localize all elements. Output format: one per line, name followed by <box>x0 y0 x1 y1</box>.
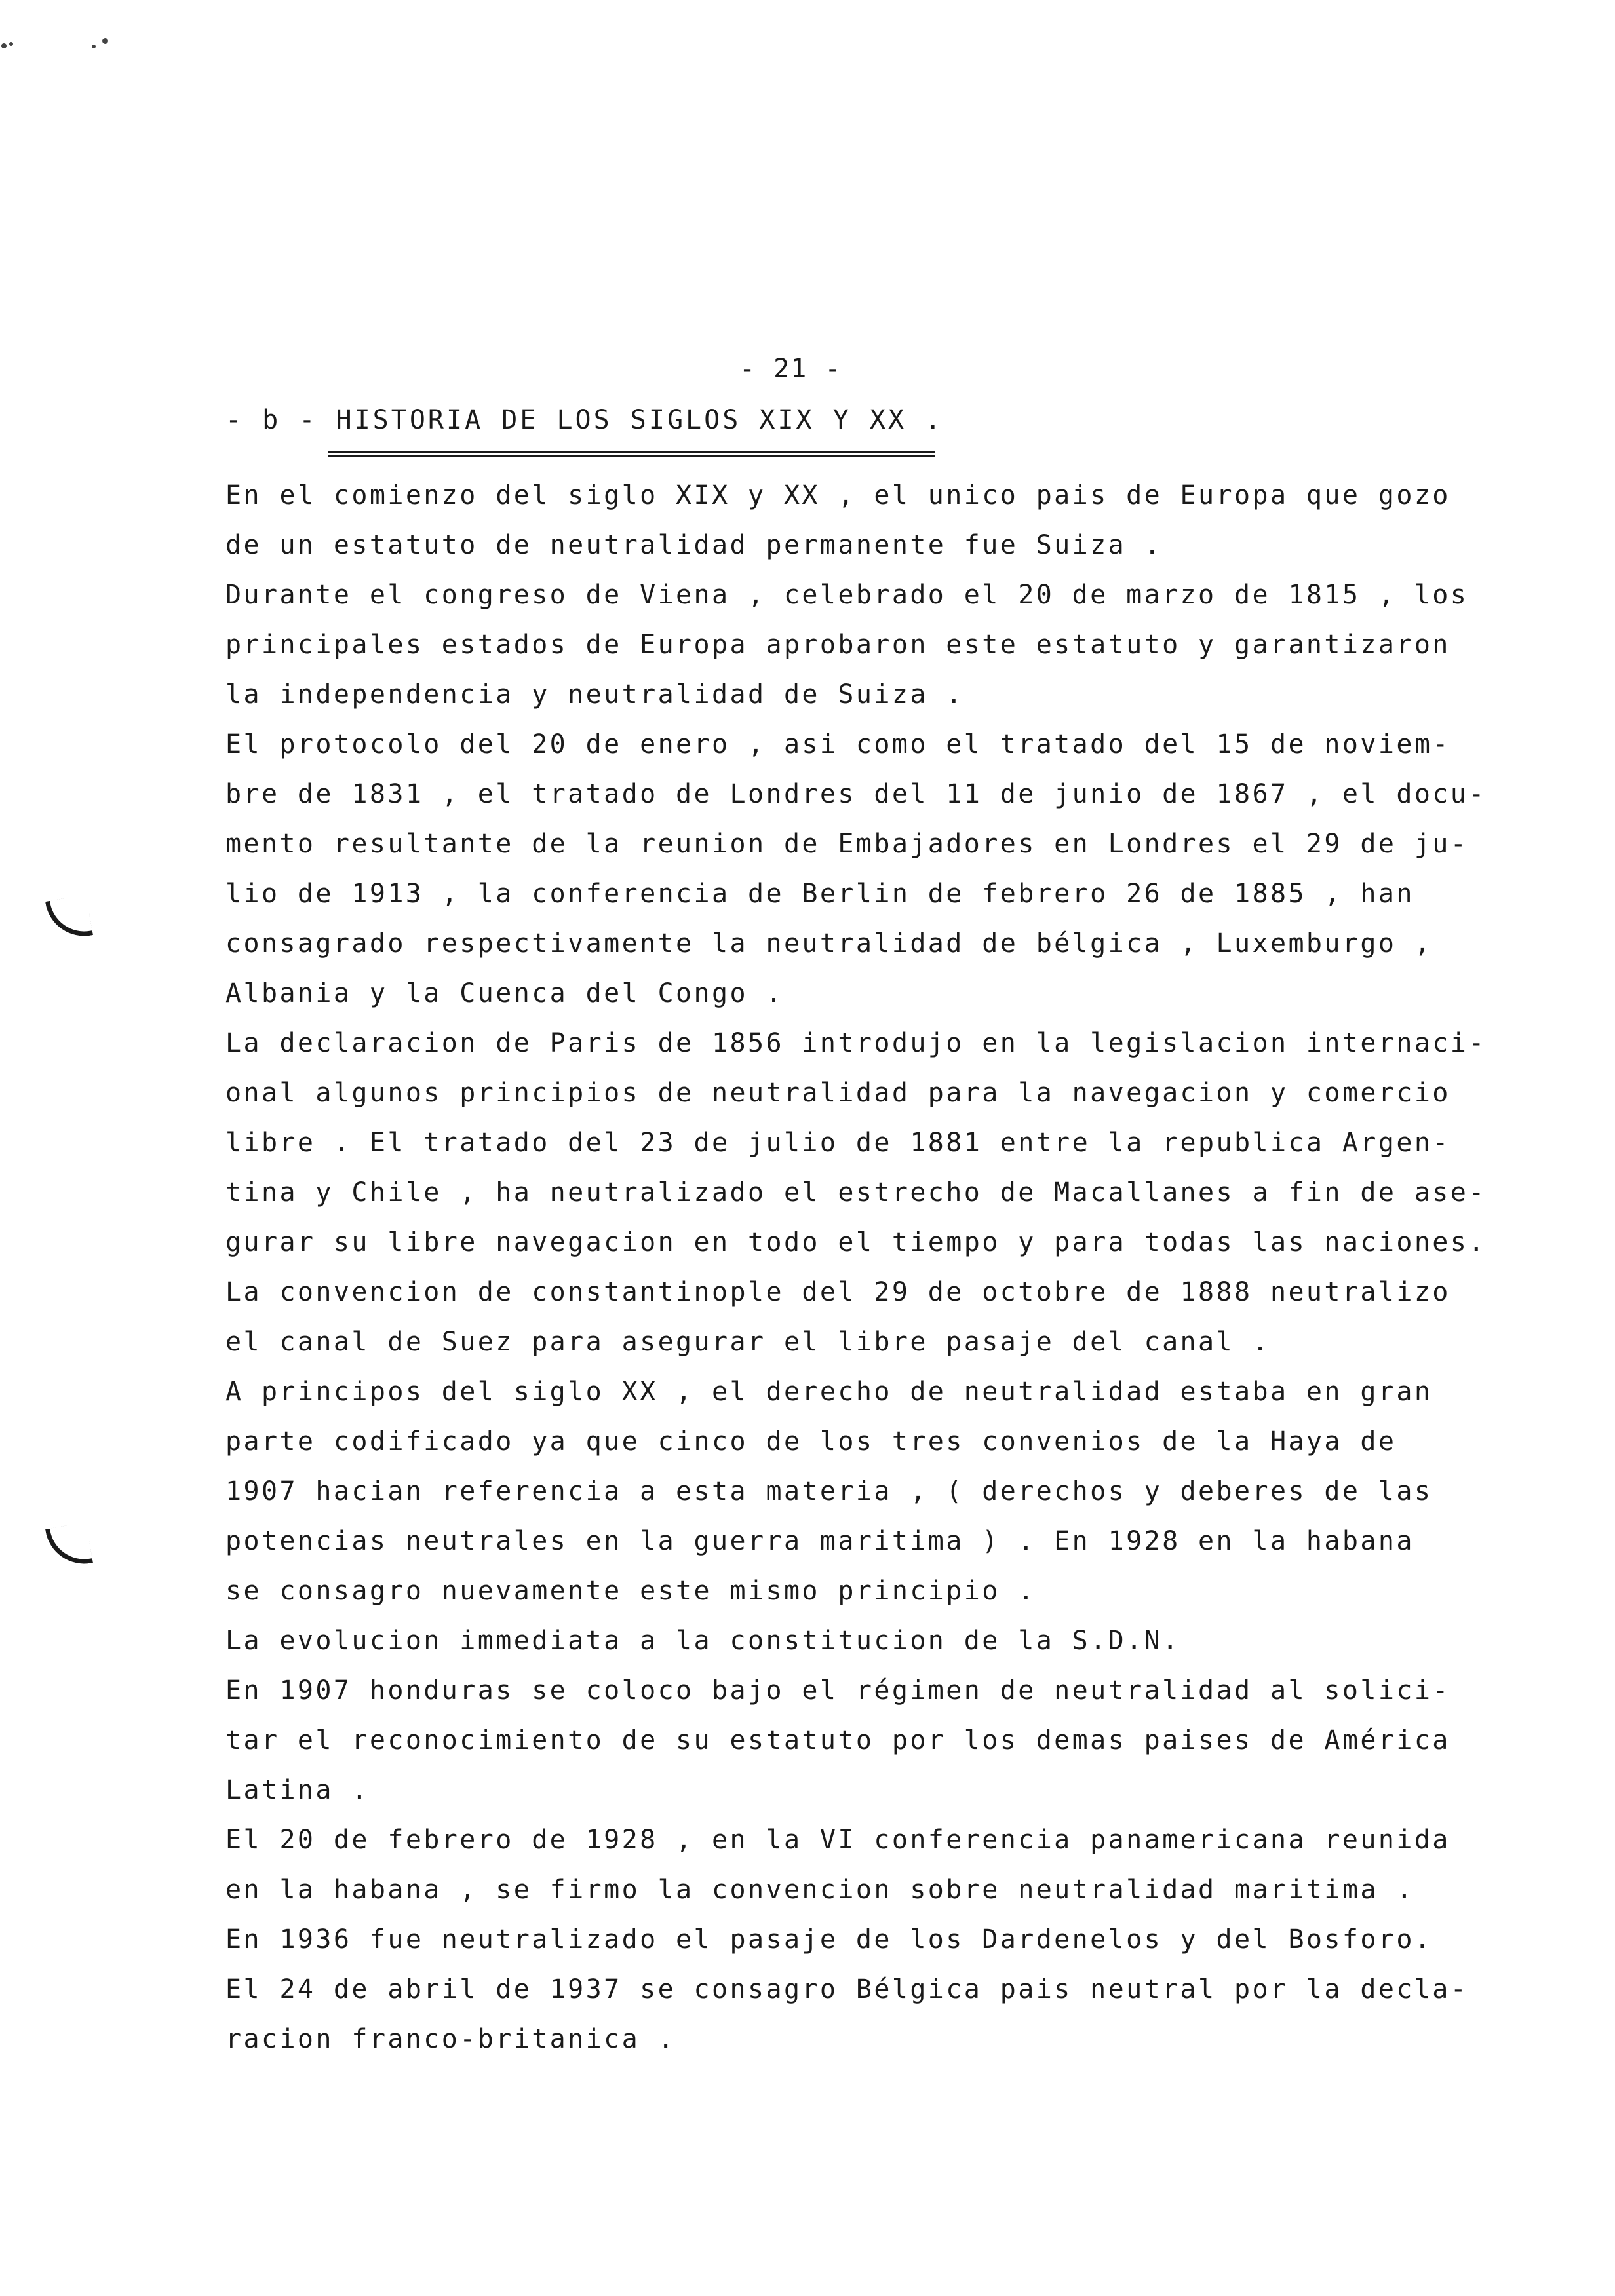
text-line: Durante el congreso de Viena , celebrado el 20 de marzo de 1815 , los <box>225 580 1469 610</box>
body-text <box>225 470 1487 2064</box>
heading-underline <box>328 451 935 453</box>
text-line: gurar su libre navegacion en todo el tiempo y para todas las naciones. <box>225 1227 1487 1257</box>
text-line: consagrado respectivamente la neutralidad de bélgica , Luxemburgo , <box>225 928 1433 959</box>
text-line: potencias neutrales en la guerra maritima ) . En 1928 en la habana <box>225 1526 1414 1556</box>
page-number: - 21 - <box>739 354 842 384</box>
text-line: 1907 hacian referencia a esta materia , ( derechos y deberes de las <box>225 1476 1433 1506</box>
text-line: Latina . <box>225 1775 370 1805</box>
text-line: racion franco-britanica . <box>225 2024 676 2054</box>
section-heading: - b - HISTORIA DE LOS SIGLOS XIX Y XX . <box>225 405 944 435</box>
text-line: A principos del siglo XX , el derecho de neutralidad estaba en gran <box>225 1377 1433 1407</box>
scan-speck <box>102 38 108 44</box>
text-line: principales estados de Europa aprobaron este estatuto y garantizaron <box>225 630 1450 660</box>
text-line: onal algunos principios de neutralidad para la navegacion y comercio <box>225 1078 1450 1108</box>
text-line: En el comienzo del siglo XIX y XX , el unico pais de Europa que gozo <box>225 480 1450 510</box>
text-line: tar el reconocimiento de su estatuto por los demas paises de América <box>225 1725 1450 1755</box>
text-line: Albania y la Cuenca del Congo . <box>225 978 784 1008</box>
text-line: La declaracion de Paris de 1856 introdujo en la legislacion internaci- <box>225 1028 1487 1058</box>
binder-hole-mark <box>45 894 93 942</box>
text-line: bre de 1831 , el tratado de Londres del 11 de junio de 1867 , el docu- <box>225 779 1487 809</box>
text-line: El protocolo del 20 de enero , asi como el tratado del 15 de noviem- <box>225 729 1450 759</box>
text-line: El 24 de abril de 1937 se consagro Bélgica pais neutral por la decla- <box>225 1974 1469 2004</box>
text-line: mento resultante de la reunion de Embajadores en Londres el 29 de ju- <box>225 829 1469 859</box>
text-line: libre . El tratado del 23 de julio de 1881 entre la republica Argen- <box>225 1128 1450 1158</box>
text-line: tina y Chile , ha neutralizado el estrecho de Macallanes a fin de ase- <box>225 1177 1487 1208</box>
text-line: la independencia y neutralidad de Suiza . <box>225 679 964 710</box>
heading-underline <box>328 455 935 457</box>
text-line: El 20 de febrero de 1928 , en la VI conferencia panamericana reunida <box>225 1825 1450 1855</box>
text-line: La convencion de constantinople del 29 de octobre de 1888 neutralizo <box>225 1277 1450 1307</box>
text-line: En 1936 fue neutralizado el pasaje de los Dardenelos y del Bosforo. <box>225 1924 1433 1955</box>
text-line: el canal de Suez para asegurar el libre pasaje del canal . <box>225 1327 1270 1357</box>
scan-speck <box>92 45 96 48</box>
scan-speck <box>9 42 13 46</box>
text-line: de un estatuto de neutralidad permanente fue Suiza . <box>225 530 1163 560</box>
text-line: La evolucion immediata a la constitucion de la S.D.N. <box>225 1626 1180 1656</box>
scan-speck <box>1 43 7 48</box>
text-line: lio de 1913 , la conferencia de Berlin de febrero 26 de 1885 , han <box>225 879 1414 909</box>
text-line: se consagro nuevamente este mismo principio . <box>225 1576 1036 1606</box>
text-line: en la habana , se firmo la convencion sobre neutralidad maritima . <box>225 1875 1414 1905</box>
text-line: parte codificado ya que cinco de los tres convenios de la Haya de <box>225 1426 1397 1457</box>
binder-hole-mark <box>45 1522 93 1570</box>
text-line: En 1907 honduras se coloco bajo el régimen de neutralidad al solici- <box>225 1675 1450 1706</box>
